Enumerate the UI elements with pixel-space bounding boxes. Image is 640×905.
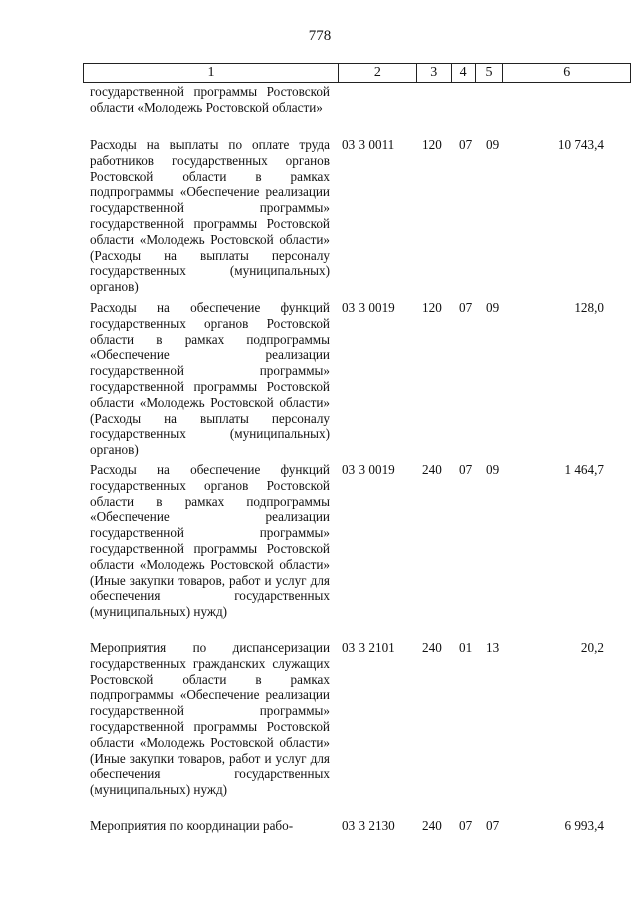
row-section: 07 bbox=[459, 137, 473, 152]
header-col-6: 6 bbox=[502, 64, 630, 82]
row-description: Мероприятия по диспансеризации государственных гражданских служащих Ростовской области в рамках подпрограммы «Обеспечение реализации государственной программы» государственной программы Ростовской области «Молодежь Ростовской области» (Иные закупки товаров, работ и услуг для обеспечения государственных (муниципальных) нужд) bbox=[90, 640, 330, 798]
row-amount: 20,2 bbox=[580, 640, 604, 655]
row-expense-type: 120 bbox=[422, 300, 442, 315]
row-expense-type: 240 bbox=[422, 462, 442, 477]
row-subsection: 09 bbox=[486, 300, 500, 315]
row-description: Расходы на обеспечение функций государственных органов Ростовской области в рамках подпрограммы «Обеспечение реализации государственной программы» государственной программы Ростовской области «Молодежь Ростовской области» (Иные закупки товаров, работ и услуг для обеспечения государственных (муниципальных) нужд) bbox=[90, 462, 330, 620]
row-amount: 1 464,7 bbox=[564, 462, 604, 477]
row-section: 07 bbox=[459, 462, 473, 477]
row-description: Расходы на выплаты по оплате труда работников государственных органов Ростовской области в рамках подпрограммы «Обеспечение реализации государственной программы» государственной программы Ростовской области «Молодежь Ростовской области» (Расходы на выплаты персоналу государственных (муниципальных) органов) bbox=[90, 137, 330, 295]
header-col-5: 5 bbox=[475, 64, 503, 82]
row-section: 07 bbox=[459, 818, 473, 833]
row-target-code: 03 3 2101 bbox=[342, 640, 395, 655]
row-subsection: 13 bbox=[486, 640, 500, 655]
row-target-code: 03 3 2130 bbox=[342, 818, 395, 833]
row-subsection: 09 bbox=[486, 137, 500, 152]
row-section: 07 bbox=[459, 300, 473, 315]
row-target-code: 03 3 0011 bbox=[342, 137, 395, 152]
header-col-2: 2 bbox=[338, 64, 416, 82]
row-description: Мероприятия по координации рабо- bbox=[90, 818, 294, 833]
page-number: 778 bbox=[308, 28, 332, 44]
row-amount: 128,0 bbox=[574, 300, 604, 315]
header-col-1: 1 bbox=[207, 65, 215, 80]
row-expense-type: 240 bbox=[422, 640, 442, 655]
header-col-4: 4 bbox=[451, 64, 475, 82]
row-expense-type: 240 bbox=[422, 818, 442, 833]
row-section: 01 bbox=[459, 640, 473, 655]
table-header bbox=[83, 63, 631, 83]
row-description: Расходы на обеспечение функций государственных органов Ростовской области в рамках подпрограммы «Обеспечение реализации государственной программы» государственной программы Ростовской области «Молодежь Ростовской области» (Расходы на выплаты персоналу государственных (муниципальных) органов) bbox=[90, 300, 330, 458]
row-subsection: 07 bbox=[486, 818, 500, 833]
header-col-3: 3 bbox=[416, 64, 451, 82]
row-amount: 10 743,4 bbox=[557, 137, 604, 152]
row-expense-type: 120 bbox=[422, 137, 442, 152]
row-target-code: 03 3 0019 bbox=[342, 300, 395, 315]
row-target-code: 03 3 0019 bbox=[342, 462, 395, 477]
row-description: государственной программы Ростовской области «Молодежь Ростовской области» bbox=[90, 84, 330, 115]
row-subsection: 09 bbox=[486, 462, 500, 477]
row-amount: 6 993,4 bbox=[564, 818, 604, 833]
